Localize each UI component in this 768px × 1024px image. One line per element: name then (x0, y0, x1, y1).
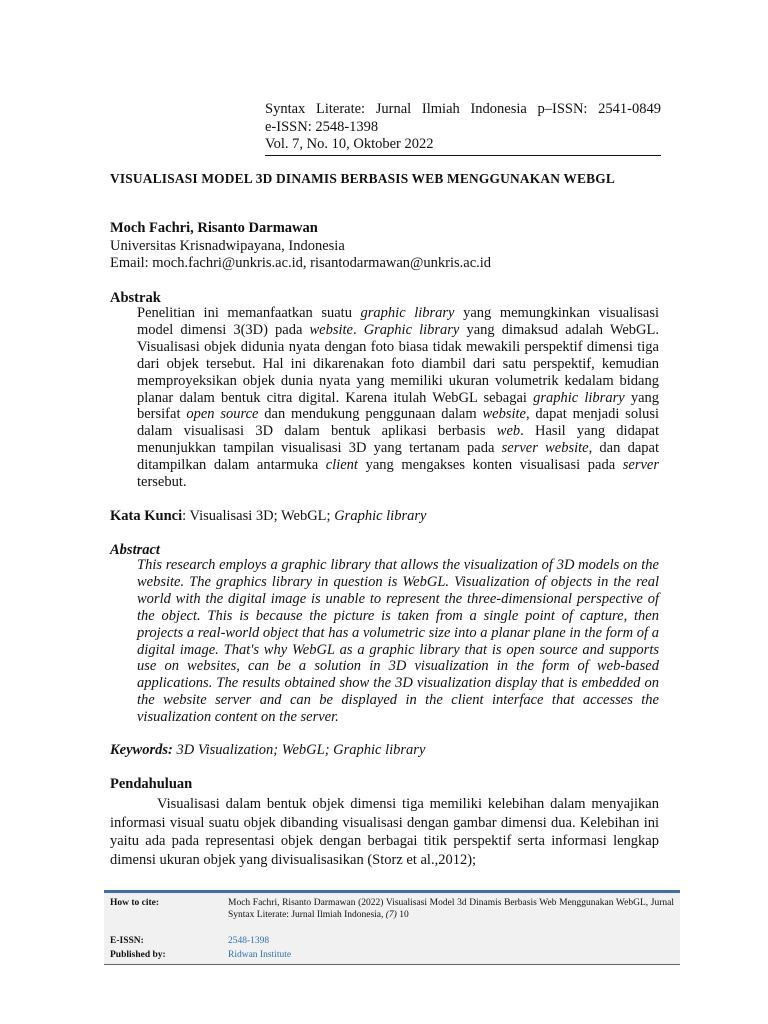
citation-footer (104, 890, 680, 965)
author-names: Moch Fachri, Risanto Darmawan (110, 220, 318, 236)
abstrak-text: yang memungkinkan visualisasi model dimensi 3(3D) pada (137, 305, 660, 338)
eissn-link[interactable]: 2548-1398 (228, 936, 270, 946)
abstrak-heading: Abstrak (110, 290, 161, 306)
introduction-body: Visualisasi dalam bentuk objek dimensi tiga memiliki kelebihan dalam menyajikan informasi visual suatu objek dibanding visualisasi dengan gambar dimensi dua. Kelebihan ini yaitu ada pada representasi objek dengan berbagai titik perspektif serta informasi lengkap dimensi ukuran objek yang divisualisasikan (Storz et al.,2012); (110, 796, 659, 868)
paper-title: VISUALISASI MODEL 3D DINAMIS BERBASIS WEB MENGGUNAKAN WEBGL (110, 171, 616, 186)
cite-italic: (7) (385, 910, 397, 920)
keywords-text: 3D Visualization; WebGL; Graphic library (172, 742, 426, 758)
abstrak-body (137, 305, 659, 491)
abstrak-text: . Hasil yang didapat menunjukkan tampilan visualisasi 3D yang tertanam pada (137, 423, 659, 457)
author-block (110, 220, 661, 273)
abstrak-text: dan mendukung penggunaan dalam (258, 406, 483, 423)
abstrak-text: , dapat menjadi solusi dalam visualisasi 3D dalam bentuk aplikasi berbasis (137, 406, 660, 440)
cite-text: Moch Fachri, Risanto Darmawan (2022) Visualisasi Model 3d Dinamis Berbasis Web Menggunakan WebGL, Jurnal Syntax Literate: Jurnal Ilmiah Indonesia, (228, 898, 674, 920)
author-email[interactable]: Email: moch.fachri@unkris.ac.id, risantodarmawan@unkris.ac.id (110, 255, 492, 271)
abstrak-italic-term: client (325, 457, 358, 474)
introduction-heading: Pendahuluan (110, 776, 193, 792)
cite-value (228, 897, 674, 921)
journal-name-line: Syntax Literate: Jurnal Ilmiah Indonesia p–ISSN: 2541-0849 (265, 101, 661, 117)
abstrak-italic-term: website (482, 406, 526, 423)
publisher-link[interactable]: Ridwan Institute (228, 950, 292, 960)
kata-kunci-line (110, 508, 426, 525)
header-divider (265, 155, 661, 156)
abstrak-text: . (352, 321, 364, 338)
cite-label: How to cite: (110, 898, 160, 908)
abstract-en-body: This research employs a graphic library that allows the visualization of 3D models on the website. The graphics library in question is WebGL. Visualization of objects in the real world with the digital image is unable to represent the three-dimensional perspective of the object. This is because the picture is taken from a single point of capture, then projects a real-world object that has a volumetric size into a planar plane in the form of a digital image. That's why WebGL as a graphic library that is open source and supports use on websites, can be a solution in 3D visualization in the form of web-based applications. The results obtained show the 3D visualization display that is embedded on the website server and can be displayed in the client interface that accesses the visualization content on the server. (137, 557, 659, 726)
abstrak-italic-term: open source (186, 406, 259, 423)
abstrak-italic-term: website (309, 321, 353, 338)
eissn-line: e-ISSN: 2548-1398 (265, 118, 379, 135)
volume-line: Vol. 7, No. 10, Oktober 2022 (265, 136, 434, 152)
publisher-label: Published by: (110, 950, 166, 960)
abstrak-text: Penelitian ini memanfaatkan suatu (137, 305, 361, 321)
abstract-heading: Abstract (110, 542, 160, 558)
abstrak-italic-term: graphic library (533, 389, 625, 406)
author-affiliation: Universitas Krisnadwipayana, Indonesia (110, 237, 345, 254)
kata-kunci-label: Kata Kunci (110, 508, 183, 524)
kata-kunci-text: : Visualisasi 3D; WebGL; (182, 508, 335, 524)
abstrak-text: yang mengakses konten visualisasi pada (357, 457, 623, 474)
keywords-line (110, 742, 425, 759)
kata-kunci-italic: Graphic library (334, 508, 427, 524)
abstrak-italic-term: web (496, 423, 521, 440)
abstrak-italic-term: server website (501, 440, 589, 457)
abstrak-text: yang bersifat (137, 389, 660, 423)
journal-header (265, 101, 661, 154)
abstrak-italic-term: graphic library (360, 305, 455, 321)
abstrak-text: , dan dapat ditampilkan dalam antarmuka (137, 440, 659, 474)
eissn-label: E-ISSN: (110, 936, 144, 946)
abstrak-text: yang dimaksud adalah WebGL. Visualisasi objek didunia nyata dengan foto biasa tidak mewakili perspektif dimensi tiga dari objek tersebut. Hal ini dikarenakan foto diambil dari satu perspektif, kemudian memproyeksikan objek dunia nyata yang memiliki ukuran volumetrik kedalam bidang planar dalam bentuk citra digital. Karena itulah WebGL sebagai (137, 321, 659, 406)
abstrak-italic-term: server (622, 457, 659, 474)
keywords-label: Keywords: (110, 742, 173, 758)
abstrak-text: tersebut. (137, 474, 187, 491)
cite-end: 10 (396, 910, 409, 920)
abstrak-italic-term: Graphic library (363, 321, 460, 338)
